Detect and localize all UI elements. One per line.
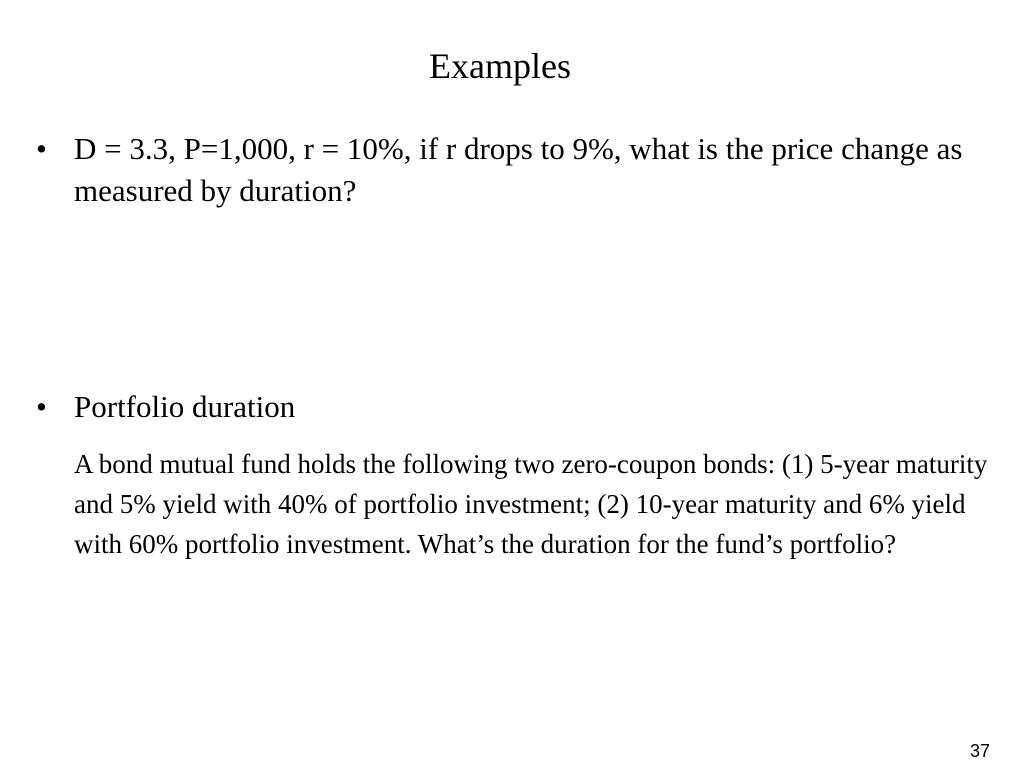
- bullet-item-portfolio-duration: [36, 386, 996, 428]
- bullet-item-duration-price-change: [36, 128, 996, 212]
- slide-title: Examples: [429, 46, 571, 86]
- page-number: 37: [969, 741, 990, 761]
- bullet-marker: •: [36, 389, 47, 424]
- portfolio-example-paragraph: A bond mutual fund holds the following two zero-coupon bonds: (1) 5-year maturity and 5% yield with 40% of portfolio investment; (2) 10-year maturity and 6% yield with 60% portfolio investment. What’s the duration for the fund’s portfolio?: [74, 449, 988, 559]
- bullet-text: Portfolio duration: [74, 389, 296, 424]
- bullet-marker: •: [36, 131, 47, 166]
- bullet-text: D = 3.3, P=1,000, r = 10%, if r drops to 9%, what is the price change as measured by duration?: [74, 131, 963, 208]
